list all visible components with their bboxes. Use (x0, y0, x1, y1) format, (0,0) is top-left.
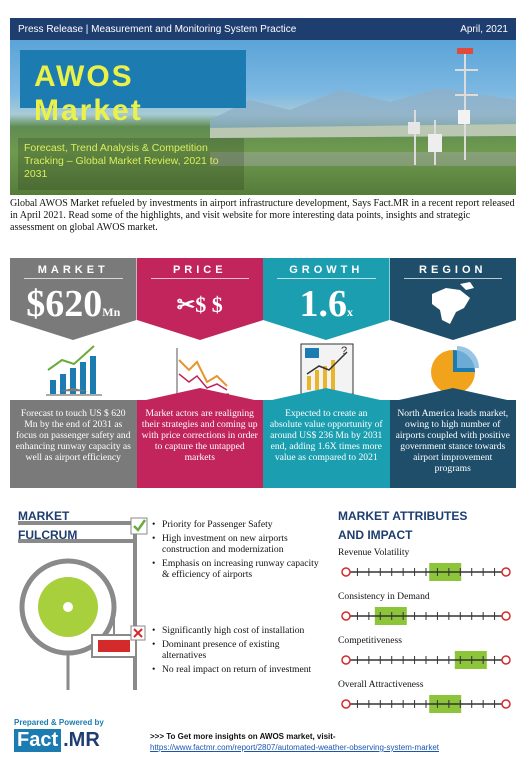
negative-item: • Dominant presence of existing alternatives (152, 639, 322, 662)
negative-item: • No real impact on return of investment (152, 664, 322, 676)
kpi-growth-label: GROWTH (289, 264, 364, 276)
kpi-market-notch (10, 388, 137, 402)
kpi-price-value (137, 292, 264, 318)
scissors-dollar-icon: ✂$ $ (176, 292, 223, 317)
kpi-growth (263, 258, 390, 488)
kpi-row (10, 258, 516, 488)
header-practice: Press Release | Measurement and Monitoring System Practice (18, 23, 297, 35)
kpi-region-desc: North America leads market, owing to high number of airports coupled with positive government stance towards airport improvement programs (390, 400, 517, 488)
kpi-price-label: PRICE (172, 264, 227, 276)
attr-meter-competitiveness (338, 649, 514, 671)
negative-item: • Significantly high cost of installation (152, 625, 322, 637)
footer-cta (150, 732, 439, 752)
prepared-by-label: Prepared & Powered by (14, 718, 104, 727)
cta-text: >>> To Get more insights on AWOS market, visit- (150, 732, 336, 741)
kpi-price (137, 258, 264, 488)
logo-mr: .MR (63, 729, 100, 751)
market-fulcrum (10, 505, 330, 710)
hero-title-part1: AWOS (34, 60, 134, 93)
kpi-market-number: $620 (26, 283, 103, 325)
market-attributes (332, 505, 522, 715)
kpi-price-desc: Market actors are realigning their strategies and coming up with price corrections in order to capture the untapped markets (137, 400, 264, 488)
kpi-region-notch (390, 388, 517, 402)
header-date: April, 2021 (460, 23, 508, 35)
positive-item: • Priority for Passenger Safety (152, 519, 322, 531)
header-bar (10, 18, 516, 40)
kpi-price-notch (137, 388, 264, 402)
hero-title-part2: Market (34, 94, 143, 127)
kpi-growth-unit: x (347, 305, 353, 319)
positive-item: • High investment on new airports construction and modernization (152, 533, 322, 556)
kpi-growth-value (263, 282, 390, 326)
attr-label: Competitiveness (338, 635, 402, 646)
intro-paragraph: Global AWOS Market refueled by investments in airport infrastructure development, Says Fact.MR in a recent report released in April 2021. Read some of the highlights, and visit website for more interesting data points, insights and strategic assessment on global AWOS market. (10, 198, 515, 233)
hero-subtitle: Forecast, Trend Analysis & Competition Tracking – Global Market Review, 2021 to 2031 (18, 138, 244, 190)
hero-banner (10, 40, 516, 195)
fulcrum-subtitle: FULCRUM (18, 528, 78, 542)
kpi-growth-number: 1.6 (299, 283, 347, 325)
attr-meter-revenue-volatility (338, 561, 514, 583)
logo-fact: Fact (14, 729, 61, 752)
cross-icon (130, 625, 146, 641)
svg-text:?: ? (341, 345, 348, 357)
fulcrum-negatives-list (152, 625, 322, 677)
hero-title (20, 50, 246, 127)
attributes-title: MARKET ATTRIBUTES (338, 509, 468, 523)
positive-item: • Emphasis on increasing runway capacity & efficiency of airports (152, 558, 322, 581)
attr-label: Revenue Volatility (338, 547, 410, 558)
factmr-logo (14, 729, 104, 752)
fulcrum-positives-list (152, 519, 322, 583)
attr-meter-overall-attractiveness (338, 693, 514, 715)
attr-meter-consistency-in-demand (338, 605, 514, 627)
report-link[interactable]: https://www.factmr.com/report/2807/automated-weather-observing-system-market (150, 743, 439, 752)
attributes-subtitle: AND IMPACT (338, 528, 413, 542)
kpi-region-label: REGION (419, 264, 487, 276)
kpi-growth-notch (263, 388, 390, 402)
kpi-growth-desc: Expected to create an absolute value opportunity of around US$ 236 Mn by 2031 end, adding 1.6X times more value as compared to 2021 (263, 400, 390, 488)
kpi-market-unit: Mn (102, 305, 121, 319)
kpi-market-value (10, 282, 137, 326)
kpi-market-label: MARKET (37, 264, 109, 276)
attr-label: Consistency in Demand (338, 591, 430, 602)
fulcrum-title: MARKET (18, 509, 70, 523)
attr-label: Overall Attractiveness (338, 679, 424, 690)
kpi-region (390, 258, 517, 488)
kpi-market (10, 258, 137, 488)
fulcrum-pulley-graphic (10, 505, 160, 710)
kpi-market-desc: Forecast to touch US $ 620 Mn by the end of 2031 as focus on passenger safety and enhancing runway capacity as well as airport efficiency (10, 400, 137, 488)
footer-brand (14, 718, 104, 752)
check-icon (130, 517, 148, 535)
